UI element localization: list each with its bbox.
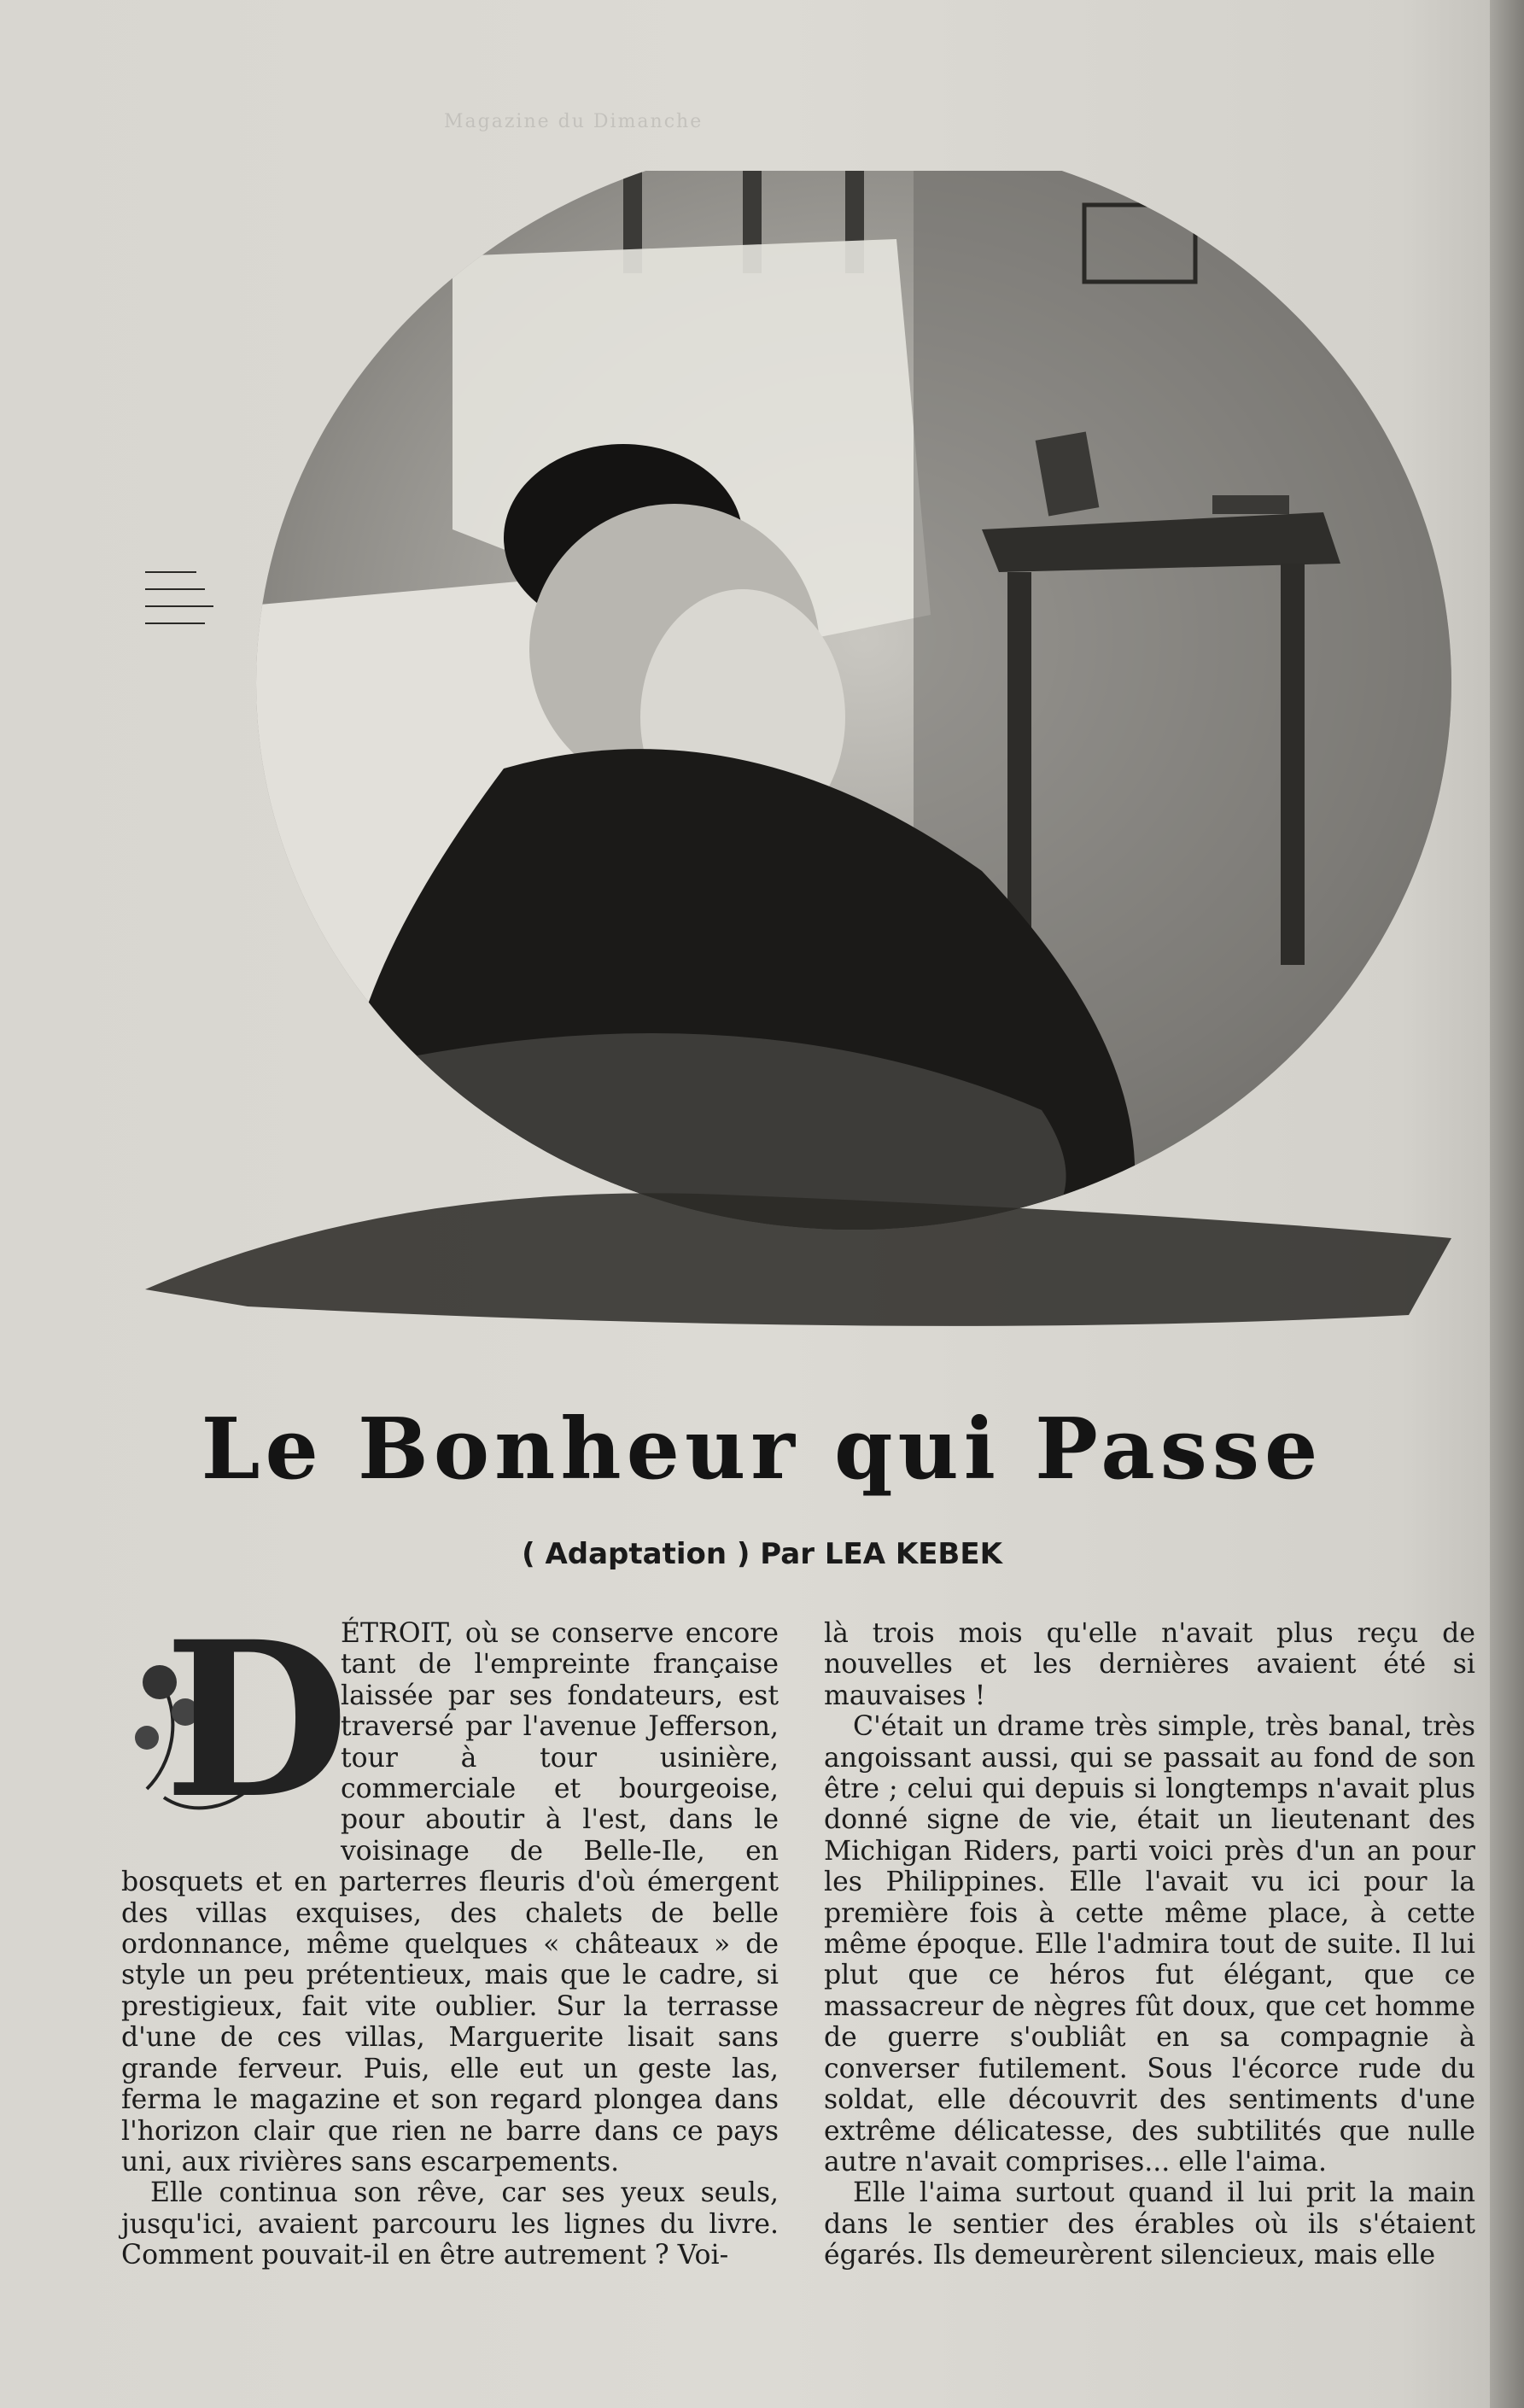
show-through-text: Magazine du Dimanche <box>444 111 704 132</box>
dropcap-letter: D <box>164 1594 349 1845</box>
page-binding-edge <box>1490 0 1524 2408</box>
paragraph-2: Elle continua son rêve, car ses yeux seuls, jusqu'ici, avaient parcouru les lignes du livre. Comment pouvait-il en être autrement ? Voi- <box>121 2177 779 2271</box>
byline: ( Adaptation ) Par LEA KEBEK <box>522 1537 1002 1571</box>
column-right <box>824 1618 1475 2271</box>
paragraph-3: là trois mois qu'elle n'avait plus reçu de nouvelles et les dernières avaient été si mauvaises ! <box>824 1618 1475 1711</box>
column-left <box>121 1594 779 2271</box>
illustration-woman-weeping <box>145 171 1451 1341</box>
paragraph-4: C'était un drame très simple, très banal, très angoissant aussi, qui se passait au fond de son être ; celui qui depuis si longtemps n'avait plus donné signe de vie, était un lieutenant des Michigan Riders, parti voici près d'un an pour les Philippines. Elle l'avait vu ici pour la première fois à cette même place, à cette même époque. Elle l'admira tout de suite. Il lui plut que ce héros fut élégant, que ce massacreur de nègres fût doux, que cet homme de guerre s'oubliât en sa compagnie à converser futilement. Sous l'écorce rude du soldat, elle découvrit des sentiments d'une extrême délicatesse, des subtilités que nulle autre n'avait comprises... elle l'aima. <box>824 1711 1475 2177</box>
decorative-initial <box>121 1594 349 1845</box>
paragraph-5: Elle l'aima surtout quand il lui prit la main dans le sentier des érables où ils s'étaient égarés. Ils demeurèrent silencieux, mais elle <box>824 2177 1475 2271</box>
paragraph-1: ÉTROIT, où se conserve encore tant de l'empreinte française laissée par ses fondateurs, est traversé par l'avenue Jefferson, tour à tour usinière, commerciale et bourgeoise, pour aboutir à l'est, dans le voisinage de Belle-Ile, en bosquets et en parterres fleuris d'où émergent des villas exquises, des chalets de belle ordonnance, même quelques « châteaux » de style un peu prétentieux, mais que le cadre, si prestigieux, fait vite oublier. Sur la terrasse d'une de ces villas, Marguerite lisait sans grande ferveur. Puis, elle eut un geste las, ferma le magazine et son regard plongea dans l'horizon clair que rien ne barre dans ce pays uni, aux rivières sans escarpements. <box>121 1618 779 2177</box>
article-title: Le Bonheur qui Passe <box>201 1400 1323 1499</box>
